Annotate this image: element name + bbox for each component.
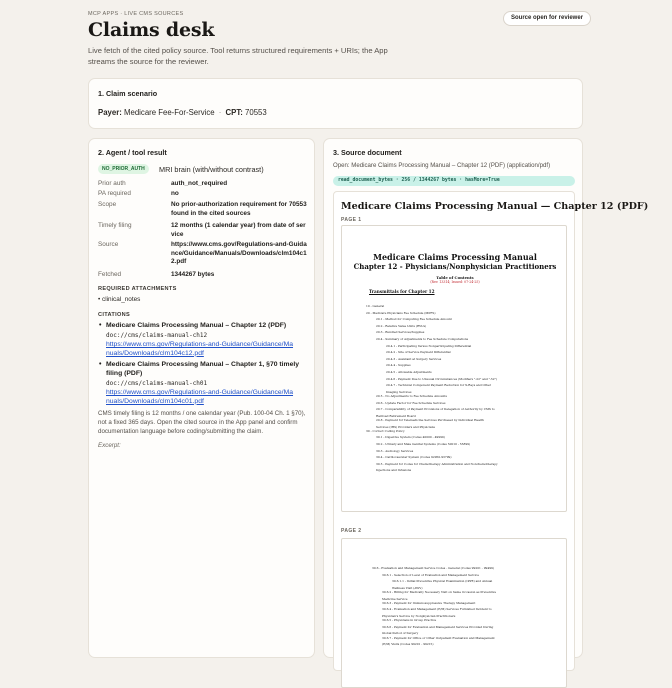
pdf-revision: (Rev. 13314; Issued: 07-24-25): [430, 280, 480, 284]
source-document-card: [323, 138, 649, 658]
pdf-toc-line: 20.4.5 - Allowable Adjustments: [386, 370, 432, 374]
citation-link[interactable]: https://www.cms.gov/Regulations-and-Guidance/Guidance/Manuals/Downloads/clm104c01.pdf: [106, 389, 294, 405]
claim-scenario-card: [88, 78, 583, 129]
attachments-heading: REQUIRED ATTACHMENTS: [98, 286, 177, 292]
pdf-toc-line: Imaging Services: [386, 389, 412, 394]
field-key: Scope: [98, 201, 117, 208]
pdf-toc-line: (E/M) Visits (Codes 99201 - 99215): [382, 642, 434, 647]
attachment-item: • clinical_notes: [98, 296, 141, 303]
pdf-title: Medicare Claims Processing Manual: [373, 252, 537, 262]
page-title: Claims desk: [88, 19, 215, 41]
excerpt-label: Excerpt:: [98, 442, 121, 449]
field-value: auth_not_required: [171, 180, 228, 187]
payer-value: Medicare Fee-For-Service: [124, 108, 215, 117]
field-value: 12 months (1 calendar year) from date of service: [171, 222, 306, 238]
pdf-toc-line: 30.6.1 - Selection of Level of Evaluation and Management Service: [382, 572, 479, 577]
pdf-toc-line: 30.1 - Digestive System (Codes 40000 - 49999): [376, 435, 445, 440]
citation-link[interactable]: https://www.cms.gov/Regulations-and-Guidance/Guidance/Manuals/Downloads/clm104c12.pdf: [106, 341, 294, 357]
citation-title: Medicare Claims Processing Manual – Chapter 1, §70 timely filing (PDF): [106, 361, 300, 377]
page-2-label: PAGE 2: [341, 528, 362, 534]
agent-heading: 2. Agent / tool result: [98, 148, 167, 157]
field-key: Timely filing: [98, 222, 132, 229]
field-value: No prior-authorization requirement for 70553 found in the cited sources: [171, 201, 307, 217]
pdf-toc-line: 20 - Medicare Physicians Fee Schedule (MPFS): [366, 310, 436, 315]
pdf-toc-line: 20.4.1 - Participating Versus Nonparticipating Differential: [386, 343, 472, 348]
page-subtitle: Live fetch of the cited policy source. Tool returns structured requirements + URIs; the App streams the source for the reviewer.: [88, 46, 388, 66]
pdf-toc-line: 20.4.6 - Payment Due to Unusual Circumstances (Modifiers "-22" and "-52"): [386, 376, 498, 381]
citation-doc: doc://cms/claims-manual-ch12: [106, 332, 208, 339]
field-value[interactable]: https://www.cms.gov/Regulations-and-Guidance/Guidance/Manuals/Downloads/clm104c12.pdf: [171, 241, 307, 266]
pdf-toc-line: 20.2 - Relative Value Units (RVUs): [376, 323, 427, 328]
pdf-viewer[interactable]: [333, 191, 649, 671]
pdf-page-1: [341, 225, 567, 512]
cpt-value: 70553: [245, 108, 267, 117]
field-key: Fetched: [98, 271, 122, 278]
pdf-chapter: Chapter 12 - Physicians/Nonphysician Practitioners: [353, 262, 557, 271]
field-key: Source: [98, 241, 119, 248]
pdf-toc-line: 30 - Correct Coding Policy: [366, 428, 405, 433]
pdf-page-2: [341, 538, 567, 688]
open-document-line: Open: Medicare Claims Processing Manual – Chapter 12 (PDF) (application/pdf): [333, 162, 551, 169]
pdf-toc-line: 30.6.7 - Payment for Office or Other Outpatient Evaluation and Management: [382, 635, 495, 640]
field-key: PA required: [98, 190, 131, 197]
pdf-toc-line: Medicine Service: [382, 596, 408, 601]
pdf-toc-line: Services (IHS) Providers and Physicians: [376, 424, 435, 429]
scenario-heading: 1. Claim scenario: [98, 89, 158, 98]
pdf-toc-line: 30.6.3 - Payment for Immunosuppressive Therapy Management: [382, 600, 476, 605]
pdf-toc-line: 10 - General: [366, 304, 385, 308]
bullet-icon: •: [99, 322, 102, 329]
pdf-toc-line: 20.4 - Summary of Adjustments to Fee Schedule Computations: [376, 337, 469, 341]
page-1-label: PAGE 1: [341, 217, 362, 223]
pdf-toc-line: 20.7 - Comparability of Payment Provisions of Delegation of Authority by CMS to: [376, 407, 495, 412]
attachment-label: clinical_notes: [102, 296, 141, 303]
pdf-toc-line: 20.4.7 - Technical Component Payment Reduction for X-Rays and Other: [386, 383, 491, 388]
pdf-toc-line: 20.8 - Payment for Telemedicine Services Purchased by Individual Health: [376, 418, 484, 422]
bullet-icon: •: [99, 361, 102, 368]
pdf-toc-line: 30.6.4 - Evaluation and Management (E/M) Services Furnished Incident to: [382, 607, 492, 612]
pdf-toc-line: Injections and Infusions: [376, 468, 412, 473]
pdf-toc-line: Railroad Retirement Board: [376, 413, 416, 418]
pdf-toc-line: 20.3 - Bundled Services/Supplies: [376, 330, 425, 335]
pdf-toc-line: 30.5 - Payment for Codes for Chemotherapy Administration and Nonchemotherapy: [376, 461, 498, 466]
citations-heading: CITATIONS: [98, 312, 131, 318]
citation-title: Medicare Claims Processing Manual – Chapter 12 (PDF): [106, 322, 287, 329]
pdf-toc-line: 20.4.2 - Site of Service Payment Differential: [386, 350, 451, 355]
status-badge: NO_PRIOR_AUTH: [98, 164, 149, 174]
pdf-toc-title: Table of Contents: [436, 275, 474, 280]
pdf-toc-line: 30.6.2 - Billing for Medically Necessary Visit on Same Occasion as Preventive: [382, 590, 497, 594]
pdf-toc-line: 20.6 - Update Factor for Fee Schedule Services: [376, 400, 446, 405]
pdf-toc-line: 30.4 - Cardiovascular System (Codes 92950-93799): [376, 455, 452, 460]
timely-filing-note: CMS timely filing is 12 months / one calendar year (Pub. 100-04 Ch. 1 §70), not a fixed 365 days. Open the cited source in the App panel and confirm documentation language before coding/submitting the claim.: [98, 410, 306, 435]
payer-label: Payer:: [98, 108, 122, 117]
citation-doc: doc://cms/claims-manual-ch01: [106, 380, 208, 387]
pdf-transmittals-link: Transmittals for Chapter 12: [369, 289, 435, 294]
pdf-toc-line: 30.6 - Evaluation and Management Service Codes - General (Codes 99201 - 99499): [372, 566, 495, 570]
scenario-line: [98, 108, 267, 117]
pdf-toc-line: 20.5 - No Adjustments to Fee Schedule Amounts: [376, 394, 448, 398]
pdf-toc-line: 30.6.1.1 - Initial Preventive Physical Examination (IPPE) and Annual: [392, 579, 493, 584]
eyebrow: MCP APPS · LIVE CMS SOURCES: [88, 11, 184, 17]
pdf-toc-line: 20.4.4 - Supplies: [386, 363, 411, 368]
source-heading: 3. Source document: [333, 148, 402, 157]
field-value: no: [171, 190, 179, 197]
pdf-toc-line: 20.4.3 - Assistant at Surgery Services: [386, 356, 442, 361]
pdf-toc-line: Wellness Visit (AWV): [392, 585, 423, 590]
field-key: Prior auth: [98, 180, 126, 187]
source-open-button[interactable]: Source open for reviewer: [503, 11, 591, 26]
pdf-toc-line: Physician's Service by Nonphysician Practitioners: [382, 614, 456, 618]
pdf-toc-line: Global Period of Surgery: [382, 631, 419, 636]
field-value: 1344267 bytes: [171, 271, 215, 278]
pdf-toc-line: 30.6.5 - Physicians in Group Practice: [382, 618, 437, 623]
pdf-toc-line: 20.1 - Method for Computing Fee Schedule Amount: [376, 317, 452, 322]
pdf-toc-line: 30.2 - Urinary and Male Genital Systems (Codes 50010 - 55899): [376, 442, 471, 446]
procedure-name: MRI brain (with/without contrast): [159, 165, 264, 174]
separator: ·: [218, 108, 222, 117]
pdf-toc-line: 30.3 - Audiology Services: [376, 448, 414, 453]
viewer-title: Medicare Claims Processing Manual — Chapter 12 (PDF): [341, 201, 649, 212]
agent-result-card: [88, 138, 315, 658]
bytes-status-pill: read_document_bytes · 256 / 1344267 bytes · hasMore=True: [333, 176, 575, 186]
pdf-toc-line: 30.6.6 - Payment for Evaluation and Management Services Provided During: [382, 624, 494, 629]
cpt-label: CPT:: [225, 108, 243, 117]
